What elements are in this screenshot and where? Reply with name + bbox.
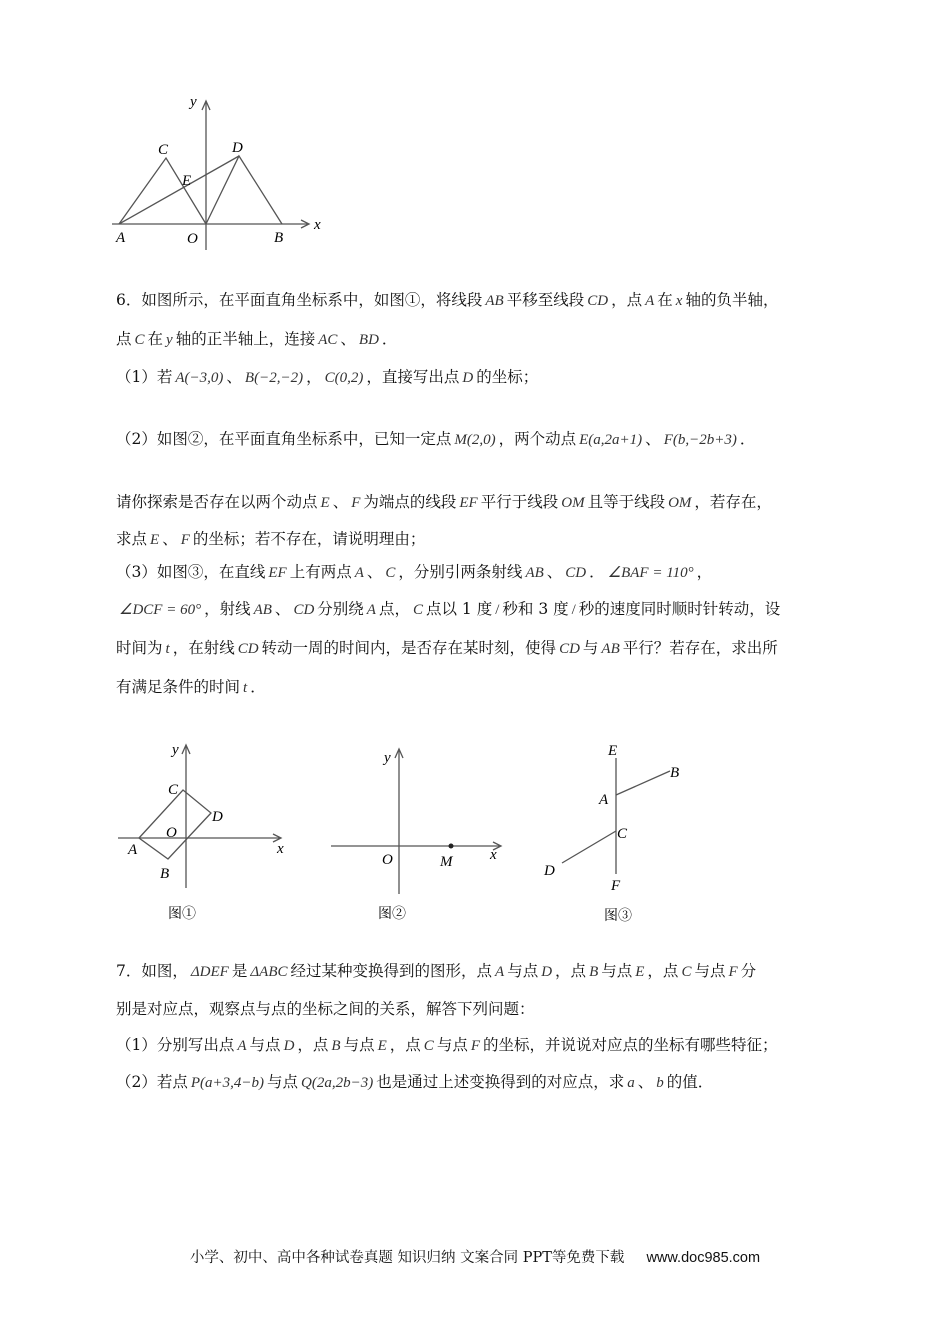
- math: ∠BAF = 110°: [607, 565, 694, 581]
- text: 是: [231, 962, 248, 980]
- label-B: B: [670, 765, 680, 781]
- math: BD: [358, 332, 379, 348]
- text: ，点: [611, 291, 643, 309]
- math: A: [495, 964, 505, 980]
- text: 6．如图所示，在平面直角坐标系中，如图①，将线段: [116, 291, 483, 309]
- label-y: y: [384, 750, 391, 766]
- math: C: [412, 602, 423, 618]
- q6-line-9: [116, 637, 778, 660]
- math: F: [470, 1038, 480, 1054]
- math: P(a+3,4−b): [190, 1075, 265, 1091]
- math: b: [656, 1075, 664, 1091]
- math: x: [675, 293, 683, 309]
- text: 轴的正半轴上，连接: [175, 330, 316, 348]
- math: ΔABC: [250, 964, 288, 980]
- math: t: [243, 680, 248, 696]
- text: 与点: [601, 962, 633, 980]
- caption-fig1: 图①: [168, 907, 196, 922]
- text: （3）如图③，在直线: [116, 563, 266, 581]
- math: ΔDEF: [190, 964, 229, 980]
- math: E: [320, 495, 330, 511]
- math: AB: [485, 293, 504, 309]
- label-O: O: [382, 852, 393, 868]
- math: CD: [565, 565, 587, 581]
- math: M(2,0): [454, 432, 496, 448]
- math: C: [385, 565, 396, 581]
- text: 转动一周的时间内，是否存在某时刻，使得: [261, 639, 557, 657]
- label-x: x: [490, 847, 497, 863]
- math: Q(2a,2b−3): [301, 1075, 374, 1091]
- text: 、: [162, 530, 178, 548]
- text: 分: [740, 962, 757, 980]
- label-C: C: [158, 142, 169, 158]
- math: y: [166, 332, 173, 348]
- text: （2）如图②，在平面直角坐标系中，已知一定点: [116, 430, 452, 448]
- math: E(a,2a+1): [579, 432, 643, 448]
- math: D: [462, 370, 474, 386]
- text: ．: [381, 330, 398, 348]
- text: 与点: [436, 1036, 468, 1054]
- math: A: [354, 565, 364, 581]
- text: 与点: [343, 1036, 375, 1054]
- text: 与: [582, 639, 599, 657]
- text: 的值．: [666, 1073, 714, 1091]
- label-C: C: [168, 782, 179, 798]
- math: E: [377, 1038, 387, 1054]
- label-y: y: [172, 742, 179, 758]
- math: AB: [525, 565, 544, 581]
- math: C(0,2): [324, 370, 364, 386]
- text: ，: [696, 563, 713, 581]
- q6-line-10: [116, 676, 266, 699]
- segment-AD: [119, 156, 239, 224]
- math: /: [495, 602, 500, 618]
- q7-line-3: [116, 1034, 778, 1057]
- label-F: F: [611, 878, 621, 894]
- text: 也是通过上述变换得到的对应点，求: [376, 1073, 625, 1091]
- triangle-ODB: [206, 156, 282, 224]
- text: 、: [546, 563, 563, 581]
- math: ∠DCF = 60°: [119, 602, 202, 618]
- text: 的坐标；若不存在，请说明理由；: [192, 530, 426, 548]
- q7-line-2: [116, 998, 535, 1020]
- math: D: [283, 1038, 295, 1054]
- footer-url[interactable]: www.doc985.com: [646, 1250, 761, 1266]
- text: 、: [340, 330, 356, 348]
- math: B: [331, 1038, 341, 1054]
- text: ，直接写出点: [366, 368, 460, 386]
- figure-2: [328, 742, 513, 924]
- page-footer: [0, 1246, 950, 1267]
- label-x: x: [277, 841, 284, 857]
- text: 且等于线段: [587, 493, 666, 511]
- label-B: B: [274, 230, 284, 246]
- label-A: A: [128, 842, 138, 858]
- label-O: O: [187, 231, 198, 247]
- math: C: [134, 332, 145, 348]
- label-O: O: [166, 825, 177, 841]
- q6-line-2: [116, 328, 397, 351]
- text: 、: [366, 563, 383, 581]
- math: AC: [318, 332, 338, 348]
- text: 时间为: [116, 639, 163, 657]
- math: E: [150, 532, 160, 548]
- figure-3: [538, 738, 723, 928]
- label-y: y: [190, 94, 197, 110]
- text: （1）分别写出点: [116, 1036, 235, 1054]
- triangle-ACO: [119, 158, 206, 224]
- text: 求点: [116, 530, 148, 548]
- text: 经过某种变换得到的图形，点: [290, 962, 493, 980]
- text: 点，: [378, 600, 410, 618]
- text: 平移至线段: [506, 291, 585, 309]
- text: 的坐标；: [476, 368, 539, 386]
- text: ，点: [297, 1036, 329, 1054]
- text: 秒的速度同时顺时针转动，设: [578, 600, 781, 618]
- text: 平行？若存在，求出所: [622, 639, 778, 657]
- text: 秒和 3 度: [502, 600, 569, 618]
- text: 、: [645, 430, 661, 448]
- text: 有满足条件的时间: [116, 678, 241, 696]
- math: E: [635, 964, 645, 980]
- label-D: D: [232, 140, 243, 156]
- caption-fig3: 图③: [604, 909, 632, 924]
- math: EF: [268, 565, 287, 581]
- text: ．: [589, 563, 605, 581]
- text: 与点: [249, 1036, 281, 1054]
- q6-line-8: [116, 598, 780, 621]
- ray-CD: [562, 831, 616, 863]
- label-M: M: [440, 854, 453, 870]
- math: A: [237, 1038, 247, 1054]
- text: （2）若点: [116, 1073, 188, 1091]
- text: ，点: [555, 962, 587, 980]
- text: 与点: [694, 962, 726, 980]
- q6-line-6: [116, 528, 425, 551]
- text: 、: [274, 600, 291, 618]
- math: CD: [587, 293, 609, 309]
- math: B(−2,−2): [244, 370, 304, 386]
- q6-line-7: [116, 561, 712, 584]
- text: 、: [226, 368, 242, 386]
- text: ，在射线: [172, 639, 235, 657]
- math: A(−3,0): [175, 370, 224, 386]
- label-D: D: [544, 863, 555, 879]
- text: ．: [250, 678, 266, 696]
- text: 上有两点: [289, 563, 352, 581]
- text: 7．如图，: [116, 962, 188, 980]
- text: 点: [116, 330, 132, 348]
- figure-1: [112, 738, 297, 923]
- math: A: [366, 602, 376, 618]
- math: EF: [459, 495, 478, 511]
- label-E: E: [608, 743, 618, 759]
- math: CD: [293, 602, 315, 618]
- text: ，若存在，: [694, 493, 772, 511]
- q7-line-1: [116, 960, 756, 983]
- math: /: [571, 602, 576, 618]
- math: F: [351, 495, 361, 511]
- text: 为端点的线段: [363, 493, 457, 511]
- math: D: [541, 964, 553, 980]
- text: （1）若: [116, 368, 173, 386]
- label-A: A: [116, 230, 126, 246]
- point-M: [449, 844, 454, 849]
- text: 、: [637, 1073, 654, 1091]
- text: 的坐标，并说说对应点的坐标有哪些特征；: [483, 1036, 778, 1054]
- math: CD: [559, 641, 580, 657]
- text: 别是对应点，观察点与点的坐标之间的关系，解答下列问题：: [116, 1000, 535, 1018]
- math: C: [681, 964, 692, 980]
- math: B: [589, 964, 599, 980]
- math: t: [165, 641, 170, 657]
- text: 在: [147, 330, 164, 348]
- text: 、: [332, 493, 349, 511]
- math: F: [180, 532, 190, 548]
- text: 平行于线段: [480, 493, 559, 511]
- q6-line-1: [116, 289, 778, 312]
- text: ，射线: [204, 600, 251, 618]
- footer-text: 小学、初中、高中各种试卷真题 知识归纳 文案合同 PPT等免费下载: [189, 1250, 625, 1266]
- top-figure: [112, 90, 337, 250]
- caption-fig2: 图②: [378, 907, 406, 922]
- text: ，点: [389, 1036, 421, 1054]
- label-A: A: [599, 792, 609, 808]
- label-E: E: [182, 173, 192, 189]
- text: ，分别引两条射线: [398, 563, 523, 581]
- math: CD: [237, 641, 259, 657]
- label-D: D: [212, 809, 223, 825]
- text: ，点: [647, 962, 679, 980]
- text: ．: [739, 430, 756, 448]
- math: A: [645, 293, 655, 309]
- text: 与点: [507, 962, 539, 980]
- ray-AB: [616, 771, 670, 795]
- text: 分别绕: [317, 600, 364, 618]
- q6-line-3: [116, 366, 538, 389]
- math: AB: [253, 602, 272, 618]
- text: 在: [657, 291, 673, 309]
- text: 与点: [267, 1073, 299, 1091]
- q7-line-4: [116, 1071, 713, 1094]
- math: F: [728, 964, 738, 980]
- label-x: x: [314, 217, 321, 233]
- math: OM: [668, 495, 692, 511]
- text: ，两个动点: [498, 430, 577, 448]
- math: C: [423, 1038, 434, 1054]
- label-C: C: [617, 826, 628, 842]
- text: 请你探索是否存在以两个动点: [116, 493, 318, 511]
- text: ，: [306, 368, 322, 386]
- math: OM: [561, 495, 585, 511]
- text: 点以 1 度: [426, 600, 493, 618]
- q6-line-4: [116, 428, 755, 451]
- math: F(b,−2b+3): [663, 432, 737, 448]
- math: AB: [601, 641, 620, 657]
- label-B: B: [160, 866, 170, 882]
- math: a: [627, 1075, 635, 1091]
- q6-line-5: [116, 491, 772, 514]
- text: 轴的负半轴，: [685, 291, 779, 309]
